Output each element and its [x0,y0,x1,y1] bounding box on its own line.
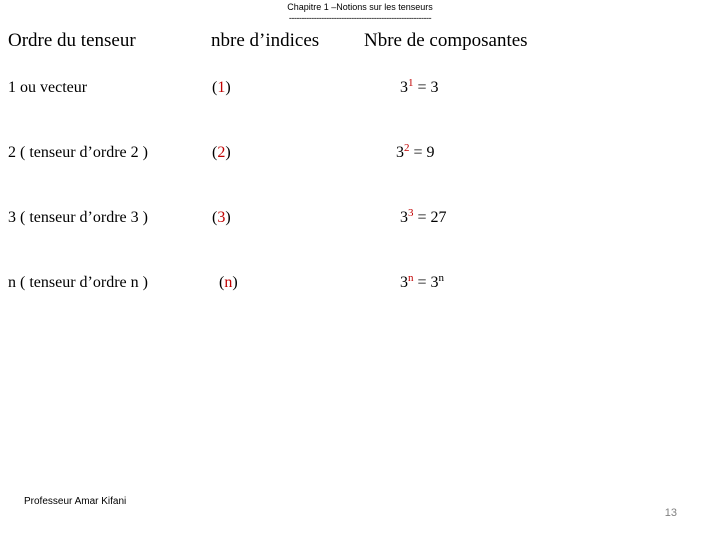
slide-header [0,2,720,24]
row-3-components: $3^3 = 27$ [400,207,447,226]
row-4-order: n ( tenseur d’ordre n ) [8,274,148,291]
row-1-indices: (1) [212,79,231,96]
column-header-indices: nbre d’indices [211,30,320,51]
row-3-order: 3 ( tenseur d’ordre 3 ) [8,209,148,226]
page-number: 13 [664,507,677,519]
header-rule: --------------------------------------------------------- [288,13,432,23]
row-2-order: 2 ( tenseur d’ordre 2 ) [8,144,148,161]
row-4-components: $3^n = 3^n$ [400,272,445,291]
column-header-order: Ordre du tenseur [8,30,136,51]
row-2-indices: (2) [212,144,231,161]
row-1-components: $3^1 = 3$ [400,77,439,96]
author-credit: Professeur Amar Kifani [24,496,127,507]
row-4-indices: (n) [219,274,238,291]
row-1-order: 1 ou vecteur [8,79,88,96]
chapter-title: Chapitre 1 –Notions sur les tenseurs [287,2,433,12]
row-2-components: $3^2 = 9$ [396,142,435,161]
column-header-components: Nbre de composantes [364,30,528,51]
row-3-indices: (3) [212,209,231,226]
